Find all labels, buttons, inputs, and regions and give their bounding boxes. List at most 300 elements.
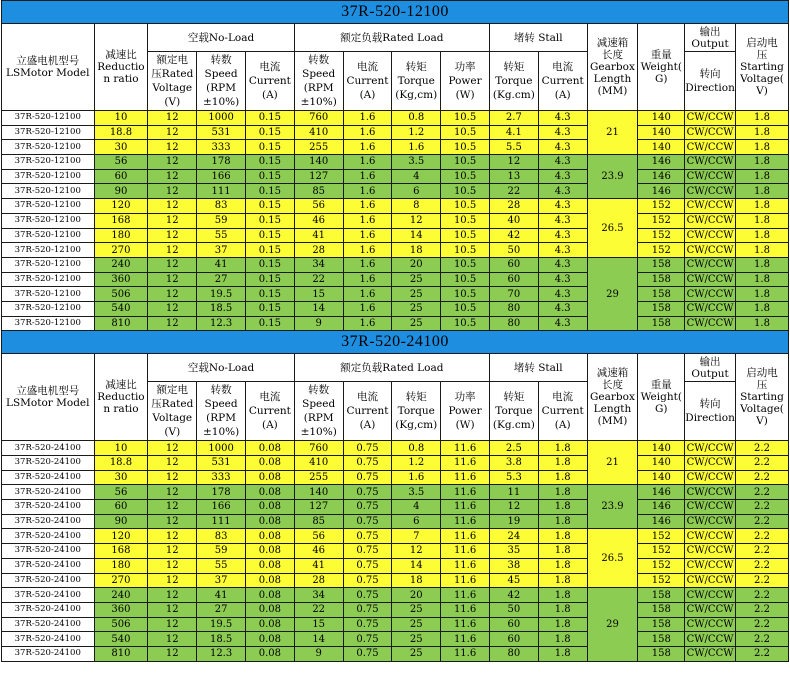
cell-model: 37R-520-24100: [2, 514, 95, 529]
cell-voltage: 12: [148, 470, 197, 485]
cell-direction: CW/CCW: [686, 259, 734, 271]
header-st-torque: 转矩 Torque (Kg.cm): [489, 52, 538, 111]
cell-weight: 140: [638, 111, 685, 126]
table-row: [2, 602, 789, 617]
table-row: [2, 228, 789, 243]
cell-nl-current: 0.15: [245, 111, 294, 126]
cell-st-current: 4.3: [538, 213, 587, 228]
cell-rl-power: 10.5: [441, 213, 490, 228]
header-voltage: 额定电 压Rated Voltage (V): [148, 52, 197, 111]
cell-direction: CW/CCW: [686, 156, 734, 168]
cell-st-torque: 5.5: [489, 140, 538, 155]
cell-weight: 152: [638, 544, 685, 559]
cell-ratio: 90: [94, 514, 148, 529]
cell-st-torque: 24: [489, 529, 538, 544]
cell-model: 37R-520-12100: [2, 272, 95, 287]
cell-st-current: 4.3: [538, 155, 587, 170]
cell-st-torque: 22: [489, 184, 538, 199]
cell-rl-power: 10.5: [441, 111, 490, 126]
cell-nl-speed: 55: [197, 228, 246, 243]
cell-rl-torque: 20: [392, 588, 441, 603]
cell-st-current: 1.8: [538, 514, 587, 529]
cell-rl-torque: 25: [392, 632, 441, 647]
table-row: [2, 514, 789, 529]
cell-model: 37R-520-12100: [2, 140, 95, 155]
cell-nl-current: 0.08: [245, 514, 294, 529]
table-row: [2, 184, 789, 199]
cell-ratio: 168: [94, 213, 148, 228]
table-title-row: [2, 331, 789, 354]
cell-direction: CW/CCW: [686, 442, 734, 454]
spec-table-body: [2, 1, 789, 662]
cell-rl-speed: 46: [294, 544, 343, 559]
cell-weight: 140: [638, 441, 685, 456]
header-rl-power: 功率 Power (W): [441, 52, 490, 111]
cell-starting-voltage: 1.8: [735, 272, 788, 287]
table-row: [2, 213, 789, 228]
cell-voltage: 12: [148, 617, 197, 632]
cell-nl-speed: 1000: [197, 441, 246, 456]
table-row: [2, 316, 789, 331]
cell-gearbox-length: 26.5: [587, 529, 638, 588]
cell-ratio: 180: [94, 228, 148, 243]
cell-st-current: 1.8: [538, 632, 587, 647]
table-row: [2, 125, 789, 140]
cell-rl-torque: 0.8: [392, 111, 441, 126]
header-nl-speed: 转数 Speed (RPM ±10%): [197, 382, 246, 441]
cell-direction: CW/CCW: [686, 633, 734, 645]
cell-st-torque: 42: [489, 228, 538, 243]
header-starting: 启动电 压 Starting Voltage( V): [735, 354, 788, 441]
cell-ratio: 810: [94, 316, 148, 331]
cell-st-torque: 50: [489, 243, 538, 258]
header-rl-speed: 转数 Speed (RPM ±10%): [294, 52, 343, 111]
header-starting: 启动电 压 Starting Voltage( V): [735, 24, 788, 111]
cell-rl-speed: 410: [294, 125, 343, 140]
cell-weight: 152: [638, 243, 685, 258]
cell-ratio: 540: [94, 301, 148, 316]
cell-rl-current: 0.75: [343, 558, 392, 573]
cell-voltage: 12: [148, 287, 197, 302]
header-ratio: 减速比 Reductio n ratio: [94, 354, 148, 441]
cell-nl-current: 0.08: [245, 617, 294, 632]
cell-rl-torque: 8: [392, 199, 441, 214]
cell-rl-power: 10.5: [441, 125, 490, 140]
cell-rl-torque: 18: [392, 573, 441, 588]
cell-model: 37R-520-24100: [2, 470, 95, 485]
cell-nl-current: 0.15: [245, 243, 294, 258]
cell-model: 37R-520-24100: [2, 441, 95, 456]
cell-model: 37R-520-12100: [2, 199, 95, 214]
cell-st-current: 4.3: [538, 184, 587, 199]
cell-ratio: 30: [94, 140, 148, 155]
cell-rl-current: 0.75: [343, 544, 392, 559]
table-row: [2, 111, 789, 126]
cell-nl-speed: 27: [197, 602, 246, 617]
header-output: 输出 Output: [685, 354, 736, 382]
cell-direction: CW/CCW: [686, 574, 734, 586]
cell-nl-speed: 83: [197, 199, 246, 214]
cell-rl-speed: 127: [294, 500, 343, 515]
cell-rl-speed: 85: [294, 184, 343, 199]
cell-rl-power: 10.5: [441, 169, 490, 184]
cell-starting-voltage: 1.8: [735, 199, 788, 214]
cell-rl-torque: 4: [392, 169, 441, 184]
cell-st-torque: 60: [489, 617, 538, 632]
cell-st-torque: 38: [489, 558, 538, 573]
header-rl-speed: 转数 Speed (RPM ±10%): [294, 382, 343, 441]
cell-rl-current: 1.6: [343, 140, 392, 155]
cell-st-current: 1.8: [538, 544, 587, 559]
cell-rl-current: 0.75: [343, 456, 392, 471]
cell-rl-torque: 12: [392, 544, 441, 559]
cell-direction: CW/CCW: [686, 244, 734, 256]
cell-model: 37R-520-12100: [2, 243, 95, 258]
cell-weight: 152: [638, 213, 685, 228]
cell-nl-speed: 18.5: [197, 301, 246, 316]
cell-rl-speed: 56: [294, 529, 343, 544]
cell-voltage: 12: [148, 155, 197, 170]
cell-rl-speed: 9: [294, 646, 343, 661]
cell-rl-power: 11.6: [441, 514, 490, 529]
cell-rl-current: 0.75: [343, 441, 392, 456]
cell-rl-power: 11.6: [441, 441, 490, 456]
cell-nl-current: 0.08: [245, 646, 294, 661]
cell-weight: 140: [638, 125, 685, 140]
cell-model: 37R-520-24100: [2, 602, 95, 617]
cell-direction: CW/CCW: [686, 560, 734, 572]
cell-ratio: 18.8: [94, 125, 148, 140]
header-model: 立盛电机型号 LSMotor Model: [2, 354, 95, 441]
cell-starting-voltage: 2.2: [735, 646, 788, 661]
cell-rl-torque: 25: [392, 287, 441, 302]
cell-rl-power: 11.6: [441, 485, 490, 500]
cell-rl-torque: 14: [392, 228, 441, 243]
cell-rl-current: 1.6: [343, 287, 392, 302]
cell-rl-speed: 760: [294, 111, 343, 126]
cell-weight: 146: [638, 155, 685, 170]
cell-voltage: 12: [148, 169, 197, 184]
cell-st-torque: 4.1: [489, 125, 538, 140]
cell-rl-speed: 22: [294, 272, 343, 287]
cell-ratio: 810: [94, 646, 148, 661]
cell-nl-speed: 531: [197, 456, 246, 471]
cell-model: 37R-520-24100: [2, 544, 95, 559]
cell-ratio: 60: [94, 169, 148, 184]
cell-nl-current: 0.15: [245, 287, 294, 302]
cell-st-torque: 42: [489, 588, 538, 603]
cell-rl-power: 10.5: [441, 257, 490, 272]
cell-nl-speed: 27: [197, 272, 246, 287]
cell-direction: CW/CCW: [686, 200, 734, 212]
cell-rl-power: 10.5: [441, 316, 490, 331]
cell-model: 37R-520-12100: [2, 155, 95, 170]
cell-rl-speed: 15: [294, 287, 343, 302]
header-model: 立盛电机型号 LSMotor Model: [2, 24, 95, 111]
cell-rl-power: 10.5: [441, 301, 490, 316]
cell-st-torque: 28: [489, 199, 538, 214]
cell-rl-power: 10.5: [441, 199, 490, 214]
cell-rl-speed: 56: [294, 199, 343, 214]
cell-model: 37R-520-12100: [2, 301, 95, 316]
cell-direction: CW/CCW: [686, 618, 734, 630]
cell-rl-power: 10.5: [441, 228, 490, 243]
cell-rl-torque: 1.6: [392, 140, 441, 155]
cell-weight: 158: [638, 617, 685, 632]
table-row: [2, 155, 789, 170]
cell-weight: 152: [638, 573, 685, 588]
table-row: [2, 588, 789, 603]
header-st-torque: 转矩 Torque (Kg.cm): [489, 382, 538, 441]
cell-st-torque: 70: [489, 287, 538, 302]
cell-nl-speed: 111: [197, 184, 246, 199]
cell-starting-voltage: 2.2: [735, 485, 788, 500]
cell-gearbox-length: 23.9: [587, 485, 638, 529]
cell-direction: CW/CCW: [686, 112, 734, 124]
cell-starting-voltage: 2.2: [735, 470, 788, 485]
cell-rl-speed: 34: [294, 588, 343, 603]
cell-direction: CW/CCW: [686, 472, 734, 484]
cell-weight: 158: [638, 301, 685, 316]
cell-rl-current: 1.6: [343, 125, 392, 140]
cell-ratio: 240: [94, 588, 148, 603]
cell-ratio: 540: [94, 632, 148, 647]
cell-rl-current: 0.75: [343, 470, 392, 485]
cell-direction: CW/CCW: [686, 127, 734, 139]
cell-starting-voltage: 2.2: [735, 602, 788, 617]
cell-direction: CW/CCW: [686, 185, 734, 197]
cell-rl-power: 10.5: [441, 287, 490, 302]
table-row: [2, 272, 789, 287]
cell-ratio: 56: [94, 155, 148, 170]
cell-rl-power: 11.6: [441, 646, 490, 661]
cell-weight: 140: [638, 456, 685, 471]
cell-model: 37R-520-24100: [2, 456, 95, 471]
cell-ratio: 360: [94, 272, 148, 287]
header-weight: 重量 Weight( G): [638, 24, 685, 111]
cell-gearbox-length: 23.9: [587, 155, 638, 199]
cell-model: 37R-520-12100: [2, 184, 95, 199]
cell-st-current: 4.3: [538, 125, 587, 140]
cell-direction: CW/CCW: [686, 501, 734, 513]
cell-voltage: 12: [148, 213, 197, 228]
cell-ratio: 10: [94, 111, 148, 126]
cell-nl-current: 0.08: [245, 456, 294, 471]
cell-st-torque: 80: [489, 316, 538, 331]
header-nl-current: 电流 Current (A): [245, 382, 294, 441]
cell-rl-torque: 18: [392, 243, 441, 258]
cell-st-current: 4.3: [538, 272, 587, 287]
cell-voltage: 12: [148, 485, 197, 500]
cell-ratio: 240: [94, 257, 148, 272]
cell-voltage: 12: [148, 558, 197, 573]
cell-rl-torque: 1.2: [392, 456, 441, 471]
cell-model: 37R-520-12100: [2, 228, 95, 243]
cell-rl-speed: 28: [294, 573, 343, 588]
cell-rl-speed: 85: [294, 514, 343, 529]
cell-st-torque: 12: [489, 155, 538, 170]
cell-model: 37R-520-12100: [2, 257, 95, 272]
cell-model: 37R-520-12100: [2, 287, 95, 302]
header-nl-current: 电流 Current (A): [245, 52, 294, 111]
cell-rl-speed: 46: [294, 213, 343, 228]
cell-voltage: 12: [148, 441, 197, 456]
cell-gearbox-length: 26.5: [587, 199, 638, 258]
table-row: [2, 169, 789, 184]
cell-starting-voltage: 2.2: [735, 544, 788, 559]
cell-rl-torque: 7: [392, 529, 441, 544]
cell-nl-current: 0.08: [245, 588, 294, 603]
cell-nl-current: 0.15: [245, 155, 294, 170]
cell-rl-torque: 1.2: [392, 125, 441, 140]
cell-rl-speed: 140: [294, 155, 343, 170]
table-title-row: [2, 1, 789, 24]
cell-model: 37R-520-12100: [2, 125, 95, 140]
cell-st-torque: 40: [489, 213, 538, 228]
cell-rl-current: 1.6: [343, 213, 392, 228]
cell-rl-current: 0.75: [343, 646, 392, 661]
cell-starting-voltage: 1.8: [735, 228, 788, 243]
cell-rl-power: 11.6: [441, 529, 490, 544]
cell-st-torque: 19: [489, 514, 538, 529]
cell-voltage: 12: [148, 514, 197, 529]
cell-nl-speed: 531: [197, 125, 246, 140]
cell-model: 37R-520-12100: [2, 111, 95, 126]
header-row-groups: [2, 354, 789, 382]
cell-nl-speed: 178: [197, 155, 246, 170]
cell-weight: 158: [638, 646, 685, 661]
cell-nl-current: 0.08: [245, 602, 294, 617]
cell-nl-speed: 55: [197, 558, 246, 573]
header-direction: 转向 Direction: [685, 52, 736, 111]
cell-model: 37R-520-24100: [2, 573, 95, 588]
cell-voltage: 12: [148, 456, 197, 471]
cell-ratio: 90: [94, 184, 148, 199]
cell-st-current: 4.3: [538, 316, 587, 331]
cell-starting-voltage: 2.2: [735, 588, 788, 603]
header-rl-current: 电流 Current (A): [343, 52, 392, 111]
cell-starting-voltage: 2.2: [735, 529, 788, 544]
cell-rl-torque: 25: [392, 602, 441, 617]
cell-direction: CW/CCW: [686, 486, 734, 498]
cell-nl-speed: 37: [197, 243, 246, 258]
cell-st-torque: 45: [489, 573, 538, 588]
cell-rl-speed: 127: [294, 169, 343, 184]
header-ratio: 减速比 Reductio n ratio: [94, 24, 148, 111]
cell-rl-speed: 14: [294, 301, 343, 316]
table-row: [2, 301, 789, 316]
cell-rl-power: 11.6: [441, 573, 490, 588]
cell-st-torque: 35: [489, 544, 538, 559]
cell-direction: CW/CCW: [686, 303, 734, 315]
cell-starting-voltage: 1.8: [735, 287, 788, 302]
header-noload: 空载No-Load: [148, 354, 294, 382]
cell-voltage: 12: [148, 529, 197, 544]
cell-voltage: 12: [148, 646, 197, 661]
cell-weight: 158: [638, 602, 685, 617]
cell-voltage: 12: [148, 301, 197, 316]
cell-rl-torque: 25: [392, 617, 441, 632]
cell-st-current: 4.3: [538, 111, 587, 126]
cell-voltage: 12: [148, 544, 197, 559]
table-row: [2, 470, 789, 485]
table-row: [2, 632, 789, 647]
cell-nl-current: 0.15: [245, 257, 294, 272]
header-rated: 额定负载Rated Load: [294, 354, 489, 382]
cell-weight: 158: [638, 287, 685, 302]
cell-st-current: 4.3: [538, 287, 587, 302]
cell-model: 37R-520-24100: [2, 500, 95, 515]
cell-ratio: 506: [94, 617, 148, 632]
cell-nl-speed: 166: [197, 500, 246, 515]
cell-st-torque: 13: [489, 169, 538, 184]
table-row: [2, 558, 789, 573]
cell-rl-power: 11.6: [441, 456, 490, 471]
cell-st-current: 1.8: [538, 602, 587, 617]
cell-rl-current: 1.6: [343, 184, 392, 199]
cell-rl-power: 10.5: [441, 243, 490, 258]
cell-rl-torque: 12: [392, 213, 441, 228]
cell-st-current: 1.8: [538, 456, 587, 471]
cell-rl-power: 11.6: [441, 544, 490, 559]
header-nl-speed: 转数 Speed (RPM ±10%): [197, 52, 246, 111]
cell-nl-current: 0.15: [245, 125, 294, 140]
cell-gearbox-length: 21: [587, 111, 638, 155]
cell-voltage: 12: [148, 184, 197, 199]
cell-ratio: 180: [94, 558, 148, 573]
cell-weight: 152: [638, 199, 685, 214]
cell-st-torque: 80: [489, 646, 538, 661]
cell-voltage: 12: [148, 228, 197, 243]
cell-starting-voltage: 2.2: [735, 500, 788, 515]
header-st-current: 电流 Current (A): [538, 382, 587, 441]
cell-rl-current: 0.75: [343, 485, 392, 500]
cell-starting-voltage: 1.8: [735, 316, 788, 331]
cell-weight: 152: [638, 558, 685, 573]
cell-model: 37R-520-24100: [2, 529, 95, 544]
cell-rl-speed: 255: [294, 140, 343, 155]
cell-direction: CW/CCW: [686, 516, 734, 528]
cell-voltage: 12: [148, 602, 197, 617]
cell-rl-speed: 9: [294, 316, 343, 331]
cell-starting-voltage: 2.2: [735, 617, 788, 632]
cell-st-torque: 12: [489, 500, 538, 515]
cell-rl-torque: 25: [392, 301, 441, 316]
cell-st-current: 1.8: [538, 573, 587, 588]
cell-starting-voltage: 1.8: [735, 111, 788, 126]
cell-ratio: 56: [94, 485, 148, 500]
cell-ratio: 10: [94, 441, 148, 456]
cell-rl-power: 11.6: [441, 617, 490, 632]
cell-nl-speed: 37: [197, 573, 246, 588]
cell-rl-power: 10.5: [441, 184, 490, 199]
cell-st-torque: 2.7: [489, 111, 538, 126]
cell-rl-torque: 20: [392, 257, 441, 272]
header-rl-torque: 转矩 Torque (Kg,cm): [392, 382, 441, 441]
cell-direction: CW/CCW: [686, 604, 734, 616]
cell-rl-speed: 410: [294, 456, 343, 471]
cell-rl-current: 1.6: [343, 155, 392, 170]
cell-nl-current: 0.08: [245, 544, 294, 559]
cell-direction: CW/CCW: [686, 317, 734, 329]
cell-nl-speed: 12.3: [197, 316, 246, 331]
cell-st-current: 1.8: [538, 588, 587, 603]
cell-rl-current: 0.75: [343, 588, 392, 603]
header-rl-power: 功率 Power (W): [441, 382, 490, 441]
cell-nl-current: 0.08: [245, 573, 294, 588]
cell-starting-voltage: 1.8: [735, 140, 788, 155]
table-row: [2, 544, 789, 559]
